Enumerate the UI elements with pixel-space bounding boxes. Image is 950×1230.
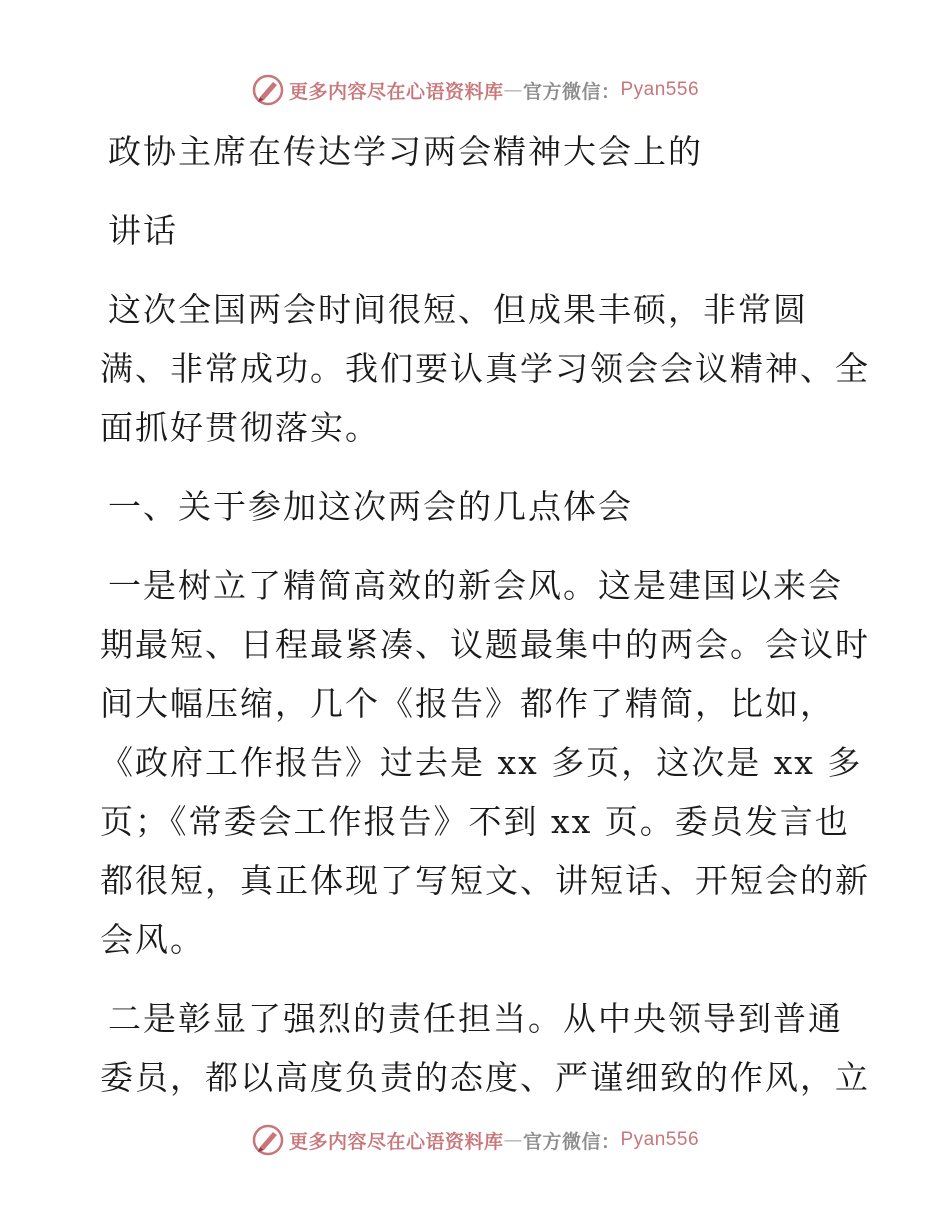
pen-logo-icon	[251, 1123, 285, 1157]
intro-line-1: 这次全国两会时间很短、但成果丰硕，非常圆	[108, 290, 808, 329]
title-line-2: 讲话	[108, 211, 178, 250]
header-banner	[0, 70, 950, 110]
point2-line-1: 二是彰显了强烈的责任担当。从中央领导到普通	[108, 999, 843, 1038]
banner-wechat-label: 官方微信：	[522, 80, 621, 103]
intro-line-3: 面抓好贯彻落实。	[100, 408, 380, 447]
point1-line-5: 页；《常委会工作报告》不到 xx 页。委员发言也	[100, 802, 850, 841]
point2-line-2: 委员，都以高度负责的态度、严谨细致的作风，立	[100, 1058, 870, 1097]
footer-banner	[0, 1120, 950, 1160]
pen-logo-icon	[251, 73, 285, 107]
title-line-1: 政协主席在传达学习两会精神大会上的	[108, 132, 703, 171]
banner-wechat-label: 官方微信：	[522, 1130, 621, 1153]
banner-wechat-id: Pyan556	[620, 1129, 700, 1150]
section-heading-1: 一、关于参加这次两会的几点体会	[108, 487, 633, 526]
document-body	[100, 122, 870, 1107]
banner-dash: —	[503, 79, 523, 101]
banner-wechat-id: Pyan556	[620, 79, 700, 100]
banner-dash: —	[503, 1129, 523, 1151]
point1-line-6: 都很短，真正体现了写短文、讲短话、开短会的新	[100, 861, 870, 900]
intro-line-2: 满、非常成功。我们要认真学习领会会议精神、全	[100, 349, 870, 388]
point1-line-2: 期最短、日程最紧凑、议题最集中的两会。会议时	[100, 625, 870, 664]
banner-main-text: 更多内容尽在心语资料库	[288, 80, 504, 103]
point1-line-4: 《政府工作报告》过去是 xx 多页，这次是 xx 多	[100, 743, 863, 782]
banner-main-text: 更多内容尽在心语资料库	[288, 1130, 504, 1153]
point1-line-3: 间大幅压缩，几个《报告》都作了精简，比如，	[100, 684, 835, 723]
point1-line-7: 会风。	[100, 920, 205, 959]
point1-line-1: 一是树立了精简高效的新会风。这是建国以来会	[108, 566, 843, 605]
